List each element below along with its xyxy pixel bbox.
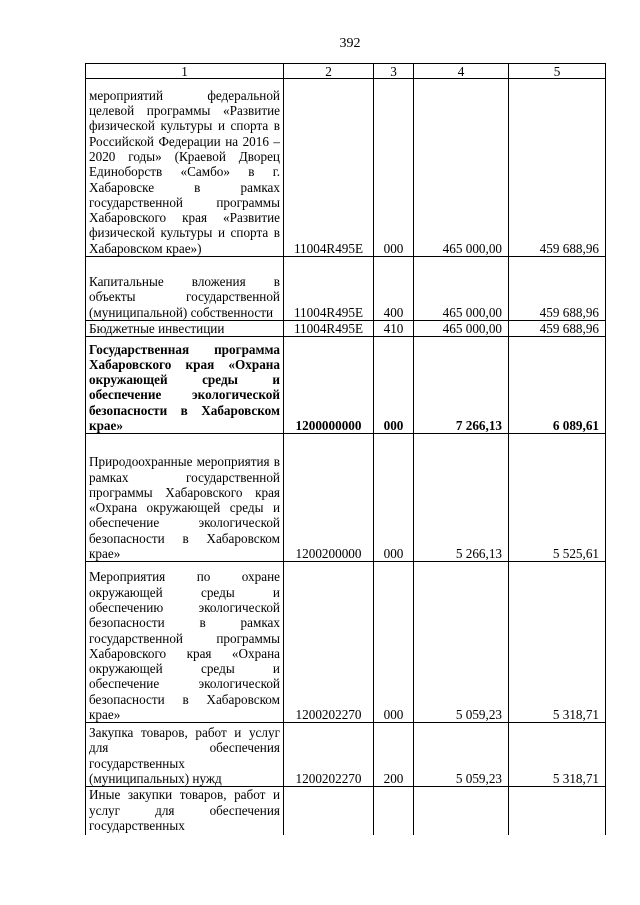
- table-row: [86, 321, 606, 337]
- row-expense-type: 200: [374, 723, 414, 787]
- table-row: [86, 257, 606, 321]
- row-amount-2: 459 688,96: [509, 321, 606, 337]
- row-amount-1: 5 266,13: [414, 434, 509, 562]
- row-amount-1: 465 000,00: [414, 257, 509, 321]
- row-amount-1: 465 000,00: [414, 321, 509, 337]
- row-expense-type: 000: [374, 337, 414, 434]
- row-amount-2: 459 688,96: [509, 257, 606, 321]
- row-amount-2: 5 318,71: [509, 723, 606, 787]
- table-row: [86, 562, 606, 723]
- table-row: [86, 79, 606, 257]
- row-code: 1200202270: [284, 723, 374, 787]
- row-amount-2: 5 525,61: [509, 434, 606, 562]
- row-description: Капитальные вложения в объекты государственной (муниципальной) собственности: [86, 257, 284, 321]
- row-amount-1: [414, 787, 509, 835]
- header-col-2: 2: [284, 64, 374, 79]
- header-col-1: 1: [86, 64, 284, 79]
- table-row: [86, 723, 606, 787]
- table-header-row: [86, 64, 606, 79]
- header-col-5: 5: [509, 64, 606, 79]
- table-row: [86, 337, 606, 434]
- row-amount-2: 5 318,71: [509, 562, 606, 723]
- row-code: 11004R495E: [284, 257, 374, 321]
- row-amount-2: 459 688,96: [509, 79, 606, 257]
- row-expense-type: 000: [374, 434, 414, 562]
- row-description: Природоохранные мероприятия в рамках государственной программы Хабаровского края «Охрана окружающей среды и обеспечение экологической безопасности в Хабаровском крае»: [86, 434, 284, 562]
- row-code: 11004R495E: [284, 79, 374, 257]
- row-code: 1200200000: [284, 434, 374, 562]
- row-expense-type: 410: [374, 321, 414, 337]
- row-code: 1200202270: [284, 562, 374, 723]
- row-code: 11004R495E: [284, 321, 374, 337]
- budget-table: [85, 63, 606, 835]
- row-expense-type: 000: [374, 79, 414, 257]
- row-amount-1: 5 059,23: [414, 723, 509, 787]
- row-expense-type: [374, 787, 414, 835]
- row-amount-1: 465 000,00: [414, 79, 509, 257]
- row-description: Бюджетные инвестиции: [86, 321, 284, 337]
- row-expense-type: 000: [374, 562, 414, 723]
- row-amount-2: 6 089,61: [509, 337, 606, 434]
- row-description: Государственная программа Хабаровского края «Охрана окружающей среды и обеспечение экологической безопасности в Хабаровском крае»: [86, 337, 284, 434]
- row-description: Иные закупки товаров, работ и услуг для обеспечения государственных: [86, 787, 284, 835]
- row-amount-1: 5 059,23: [414, 562, 509, 723]
- header-col-4: 4: [414, 64, 509, 79]
- page-number: 392: [339, 36, 361, 51]
- row-description: мероприятий федеральной целевой программы «Развитие физической культуры и спорта в Российской Федерации на 2016 – 2020 годы» (Краевой Дворец Единоборств «Самбо» в г. Хабаровске в рамках государственной программы Хабаровского края «Развитие физической культуры и спорта в Хабаровском крае»): [86, 79, 284, 257]
- row-amount-1: 7 266,13: [414, 337, 509, 434]
- header-col-3: 3: [374, 64, 414, 79]
- row-amount-2: [509, 787, 606, 835]
- row-code: 1200000000: [284, 337, 374, 434]
- table-row: [86, 787, 606, 835]
- row-expense-type: 400: [374, 257, 414, 321]
- row-description: Закупка товаров, работ и услуг для обеспечения государственных (муниципальных) нужд: [86, 723, 284, 787]
- row-description: Мероприятия по охране окружающей среды и обеспечению экологической безопасности в рамках государственной программы Хабаровского края «Охрана окружающей среды и обеспечение экологической безопасности в Хабаровском крае»: [86, 562, 284, 723]
- row-code: [284, 787, 374, 835]
- table-row: [86, 434, 606, 562]
